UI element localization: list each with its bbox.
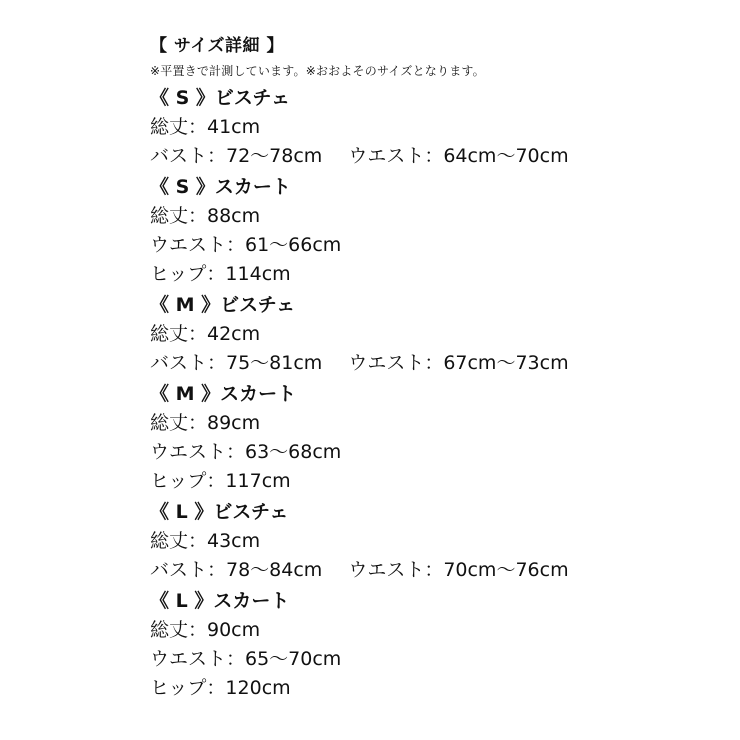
m-skirt-heading: 《 M 》スカート <box>150 383 297 405</box>
s-bustier-waist: ウエスト：64cm〜70cm <box>348 145 569 167</box>
m-skirt-waist: ウエスト：63〜68cm <box>150 441 342 463</box>
s-skirt-length: 総丈：88cm <box>150 205 261 227</box>
m-bustier-bust-waist-row <box>150 349 710 378</box>
s-bustier-section <box>150 84 710 171</box>
l-bustier-waist: ウエスト：70cm〜76cm <box>348 559 569 581</box>
l-bustier-heading: 《 L 》ビスチェ <box>150 501 289 523</box>
m-bustier-section <box>150 291 710 378</box>
m-bustier-length: 総丈：42cm <box>150 323 261 345</box>
s-bustier-bust-waist-row <box>150 142 710 171</box>
l-skirt-section <box>150 587 710 703</box>
s-skirt-section <box>150 173 710 289</box>
m-bustier-heading: 《 M 》ビスチェ <box>150 294 296 316</box>
m-bustier-bust: バスト：75〜81cm <box>150 352 323 374</box>
measurement-note: ※平置きで計測しています。※おおよそのサイズとなります。 <box>150 64 485 78</box>
l-skirt-hip: ヒップ：120cm <box>150 677 291 699</box>
l-bustier-length: 総丈：43cm <box>150 530 261 552</box>
l-bustier-bust: バスト：78〜84cm <box>150 559 323 581</box>
m-skirt-section <box>150 380 710 496</box>
size-details-content <box>150 32 710 703</box>
size-details-title: 【 サイズ詳細 】 <box>150 36 284 56</box>
l-skirt-waist: ウエスト：65〜70cm <box>150 648 342 670</box>
m-skirt-hip: ヒップ：117cm <box>150 470 291 492</box>
s-bustier-length: 総丈：41cm <box>150 116 261 138</box>
m-bustier-waist: ウエスト：67cm〜73cm <box>348 352 569 374</box>
s-skirt-waist: ウエスト：61〜66cm <box>150 234 342 256</box>
l-bustier-bust-waist-row <box>150 556 710 585</box>
s-bustier-heading: 《 S 》ビスチェ <box>150 87 290 109</box>
l-skirt-length: 総丈：90cm <box>150 619 261 641</box>
l-bustier-section <box>150 498 710 585</box>
s-bustier-bust: バスト：72〜78cm <box>150 145 323 167</box>
s-skirt-hip: ヒップ：114cm <box>150 263 291 285</box>
s-skirt-heading: 《 S 》スカート <box>150 176 291 198</box>
m-skirt-length: 総丈：89cm <box>150 412 261 434</box>
l-skirt-heading: 《 L 》スカート <box>150 590 290 612</box>
